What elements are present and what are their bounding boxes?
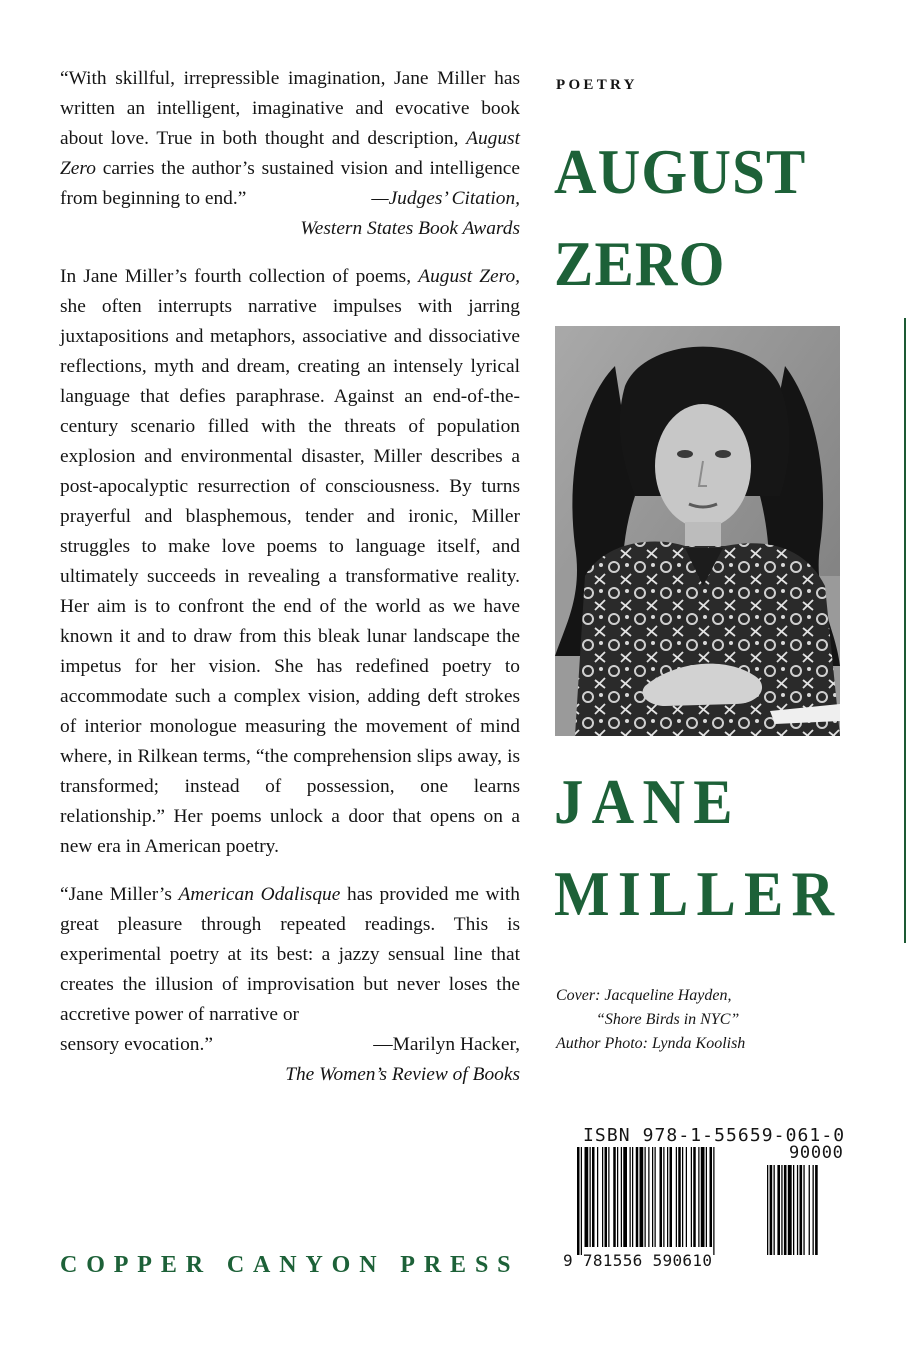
isbn-number: ISBN 978-1-55659-061-0 <box>583 1125 846 1146</box>
book-title-line-1: AUGUST <box>554 136 807 207</box>
cover-artwork-title: “Shore Birds in NYC” <box>596 1011 740 1028</box>
author-name <box>554 756 842 940</box>
review-quote-hacker: “Jane Miller’s American Odalisque has provided me with great pleasure through repeated readings. This is experimental poetry at its best: a jazzy sensual line that creates the illusion of improvisation but never loses the accretive power of narrative or <box>60 884 520 1025</box>
author-name-line-2: MILLER <box>554 858 843 929</box>
quote-attribution-publication: The Women’s Review of Books <box>285 1064 520 1085</box>
book-title <box>554 126 806 310</box>
publisher-name: COPPER CANYON PRESS <box>60 1252 520 1278</box>
barcode-digits: 9 781556 590610 <box>563 1251 713 1270</box>
photo-credit: Author Photo: Lynda Koolish <box>556 1035 746 1052</box>
quote-hacker-last-line <box>60 1030 520 1060</box>
quote-attribution-award: Western States Book Awards <box>300 218 520 239</box>
author-photo-image <box>555 326 840 736</box>
genre-label: POETRY <box>556 77 638 93</box>
page-edge-line <box>904 318 906 943</box>
barcode-bars <box>563 1125 839 1271</box>
book-description: In Jane Miller’s fourth collection of poems, August Zero, she often interrupts narrative impulses with jarring juxtapositions and metaphors, associative and dissociative reflections, myth and dream, creating an intensely lyrical language that defies paraphrase. Against an end-of-the-century scenario filled with the threats of population explosion and environmental disaster, Miller describes a post-apocalyptic resurrection of consciousness. By turns prayerful and blasphemous, tender and ironic, Miller struggles to make love poems to language itself, and ultimately succeeds in revealing a transformative reality. Her aim is to confront the end of the world as we have known it and to draw from this bleak lunar landscape the impetus for her vision. She has redefined poetry to accommodate such a complex vision, adding deft strokes of interior monologue measuring the movement of mind where, in Rilkean terms, “the comprehension slips away, is transformed; instead of possession, one learns relationship.” Her poems unlock a door that opens on a new era in American poetry. <box>60 266 520 857</box>
review-quote-judges: “With skillful, irrepressible imagination, Jane Miller has written an intelligent, imaginative and evocative book about love. True in both thought and description, August Zero carries the author’s sustained vision and intelligence from beginning to end.” <box>60 68 520 209</box>
price-code: 90000 <box>789 1143 844 1163</box>
quote-attribution-hacker: —Marilyn Hacker, <box>373 1034 520 1055</box>
isbn-barcode <box>563 1125 846 1271</box>
author-name-line-1: JANE <box>554 766 741 837</box>
image-credits <box>556 984 745 1056</box>
book-title-line-2: ZERO <box>554 228 726 299</box>
quote-attribution-judges: —Judges’ Citation, <box>371 188 520 209</box>
author-photo <box>555 326 840 736</box>
cover-credit: Cover: Jacqueline Hayden, <box>556 987 732 1004</box>
back-cover-text <box>60 64 520 1090</box>
quote-hacker-ending: sensory evocation.” <box>60 1034 213 1055</box>
